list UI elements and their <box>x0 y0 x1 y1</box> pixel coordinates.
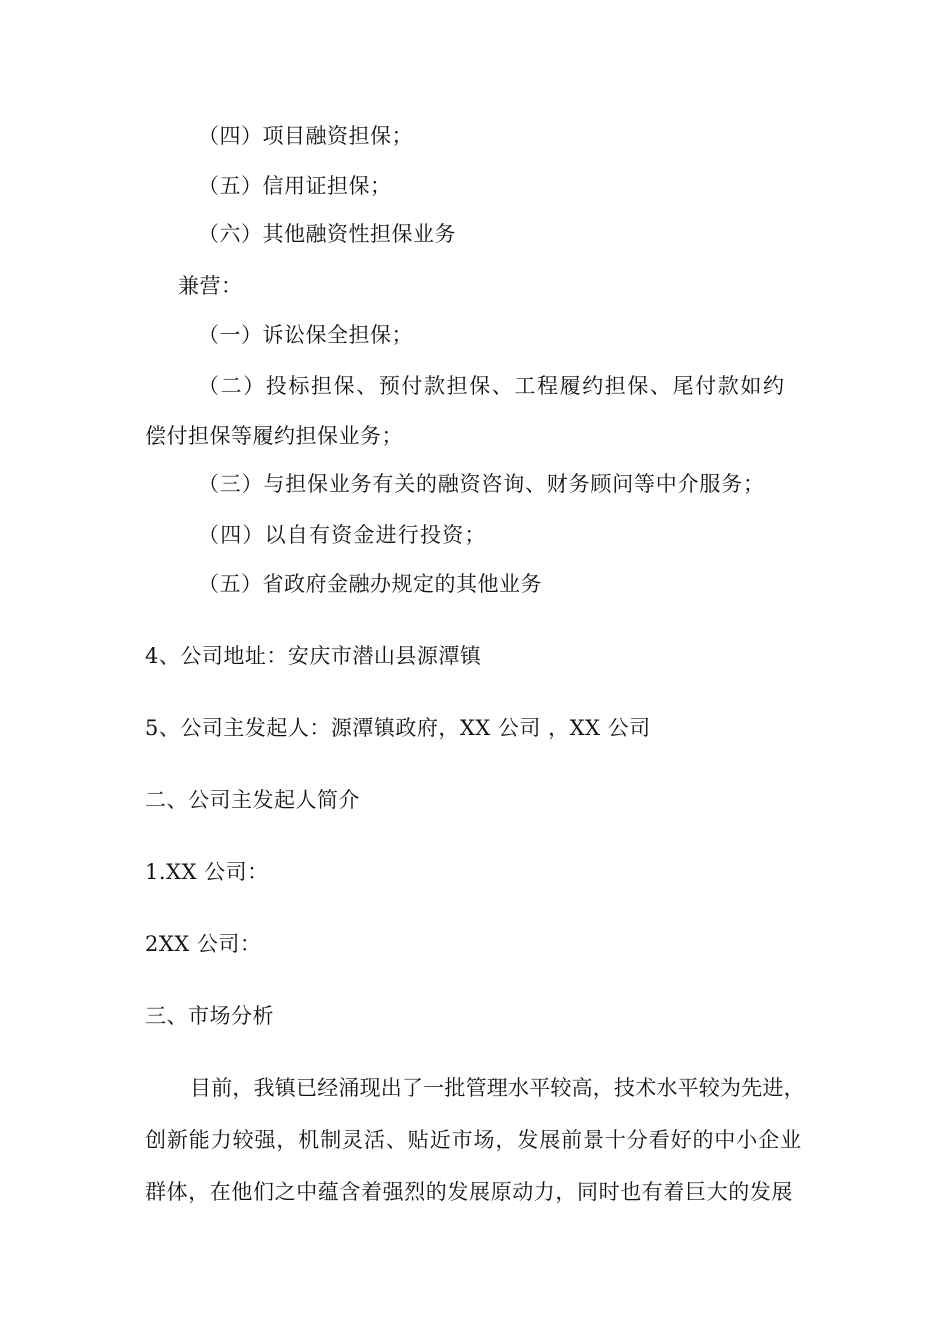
secondary-item-litigation-guarantee: （一）诉讼保全担保； <box>198 323 413 347</box>
business-item-project-financing-guarantee: （四）项目融资担保； <box>198 124 413 148</box>
secondary-item-performance-guarantee-line1: （二）投标担保、预付款担保、工程履约担保、尾付款如约 <box>198 374 786 398</box>
market-analysis-paragraph-line3: 群体，在他们之中蕴含着强烈的发展原动力，同时也有着巨大的发展 <box>145 1180 793 1204</box>
founder-company-1: 1.XX 公司： <box>145 860 269 884</box>
market-analysis-paragraph-line2: 创新能力较强，机制灵活、贴近市场，发展前景十分看好的中小企业 <box>145 1128 802 1152</box>
secondary-item-other-business: （五）省政府金融办规定的其他业务 <box>198 572 542 596</box>
section-heading-market-analysis: 三、市场分析 <box>145 1004 274 1028</box>
founder-company-2: 2XX 公司： <box>145 932 262 956</box>
secondary-item-performance-guarantee-line2: 偿付担保等履约担保业务； <box>145 424 403 448</box>
secondary-item-consulting-services: （三）与担保业务有关的融资咨询、财务顾问等中介服务； <box>198 472 765 496</box>
company-founders: 5、公司主发起人：源潭镇政府，XX 公司 ，XX 公司 <box>145 716 651 740</box>
section-heading-founders-intro: 二、公司主发起人简介 <box>145 788 360 812</box>
business-item-other-financing-guarantee: （六）其他融资性担保业务 <box>198 222 456 246</box>
secondary-item-self-funded-investment: （四）以自有资金进行投资； <box>198 523 487 547</box>
business-item-letter-of-credit-guarantee: （五）信用证担保； <box>198 174 392 198</box>
company-address: 4、公司地址：安庆市潜山县源潭镇 <box>145 644 482 668</box>
secondary-business-heading: 兼营： <box>178 274 243 298</box>
market-analysis-paragraph-line1: 目前，我镇已经涌现出了一批管理水平较高，技术水平较为先进， <box>190 1076 805 1100</box>
